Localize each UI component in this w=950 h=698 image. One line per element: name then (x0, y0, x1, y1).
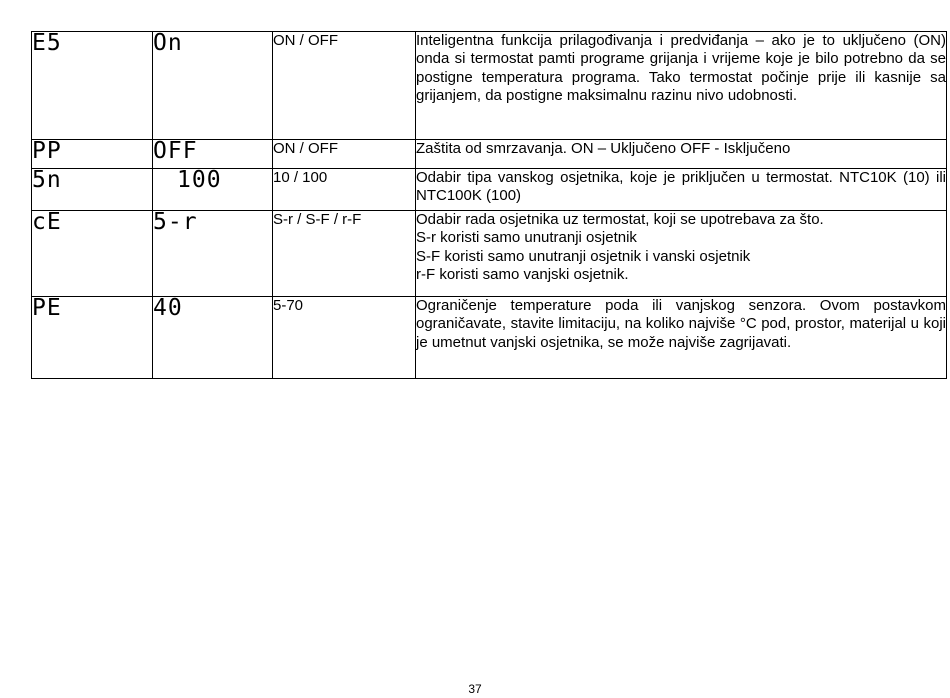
parameter-code: E5 (32, 32, 153, 140)
table-row (32, 211, 947, 297)
default-value: On (153, 32, 273, 140)
description-line: S-r koristi samo unutranji osjetnik (416, 229, 637, 247)
default-value: 5-r (153, 211, 273, 297)
table-row (32, 169, 947, 211)
value-range: ON / OFF (273, 32, 416, 140)
default-value: 100 (153, 169, 273, 211)
value-range: ON / OFF (273, 140, 416, 169)
description-line: S-F koristi samo unutranji osjetnik i vanski osjetnik (416, 247, 751, 265)
parameter-description: Ograničenje temperature poda ili vanjskog senzora. Ovom postavkom ograničavate, stavite limitaciju, na koliko najviše °C pod, prostor, materijal u koji je umetnut vanjski osjetnika, se može najviše zagrijavati. (416, 297, 947, 379)
table-row (32, 140, 947, 169)
parameter-code: PP (32, 140, 153, 169)
parameter-code: cE (32, 211, 153, 297)
parameter-code: PE (32, 297, 153, 379)
value-range: S-r / S-F / r-F (273, 211, 416, 297)
settings-table (31, 31, 947, 379)
parameter-description: Inteligentna funkcija prilagođivanja i predviđanja – ako je to uključeno (ON) onda si termostat pamti programe grijanja i vrijeme koje je bilo potrebno da se postigne temperatura programa. Tako termostat počinje prije ili kasnije sa grijanjem, da postigne maksimalnu razinu nivo udobnosti. (416, 32, 947, 140)
page-number: 37 (468, 682, 482, 696)
parameter-description: Zaštita od smrzavanja. ON – Uključeno OFF - Isključeno (416, 140, 947, 169)
default-value: 40 (153, 297, 273, 379)
default-value: OFF (153, 140, 273, 169)
table-row (32, 32, 947, 140)
parameter-description: Odabir tipa vanskog osjetnika, koje je priključen u termostat. NTC10K (10) ili NTC100K (100) (416, 169, 947, 211)
parameter-description (416, 211, 947, 297)
table-row (32, 297, 947, 379)
value-range: 5-70 (273, 297, 416, 379)
description-line: Odabir rada osjetnika uz termostat, koji se upotrebava za što. (416, 211, 824, 228)
description-line: r-F koristi samo vanjski osjetnik. (416, 266, 629, 284)
value-range: 10 / 100 (273, 169, 416, 211)
parameter-code: 5n (32, 169, 153, 211)
